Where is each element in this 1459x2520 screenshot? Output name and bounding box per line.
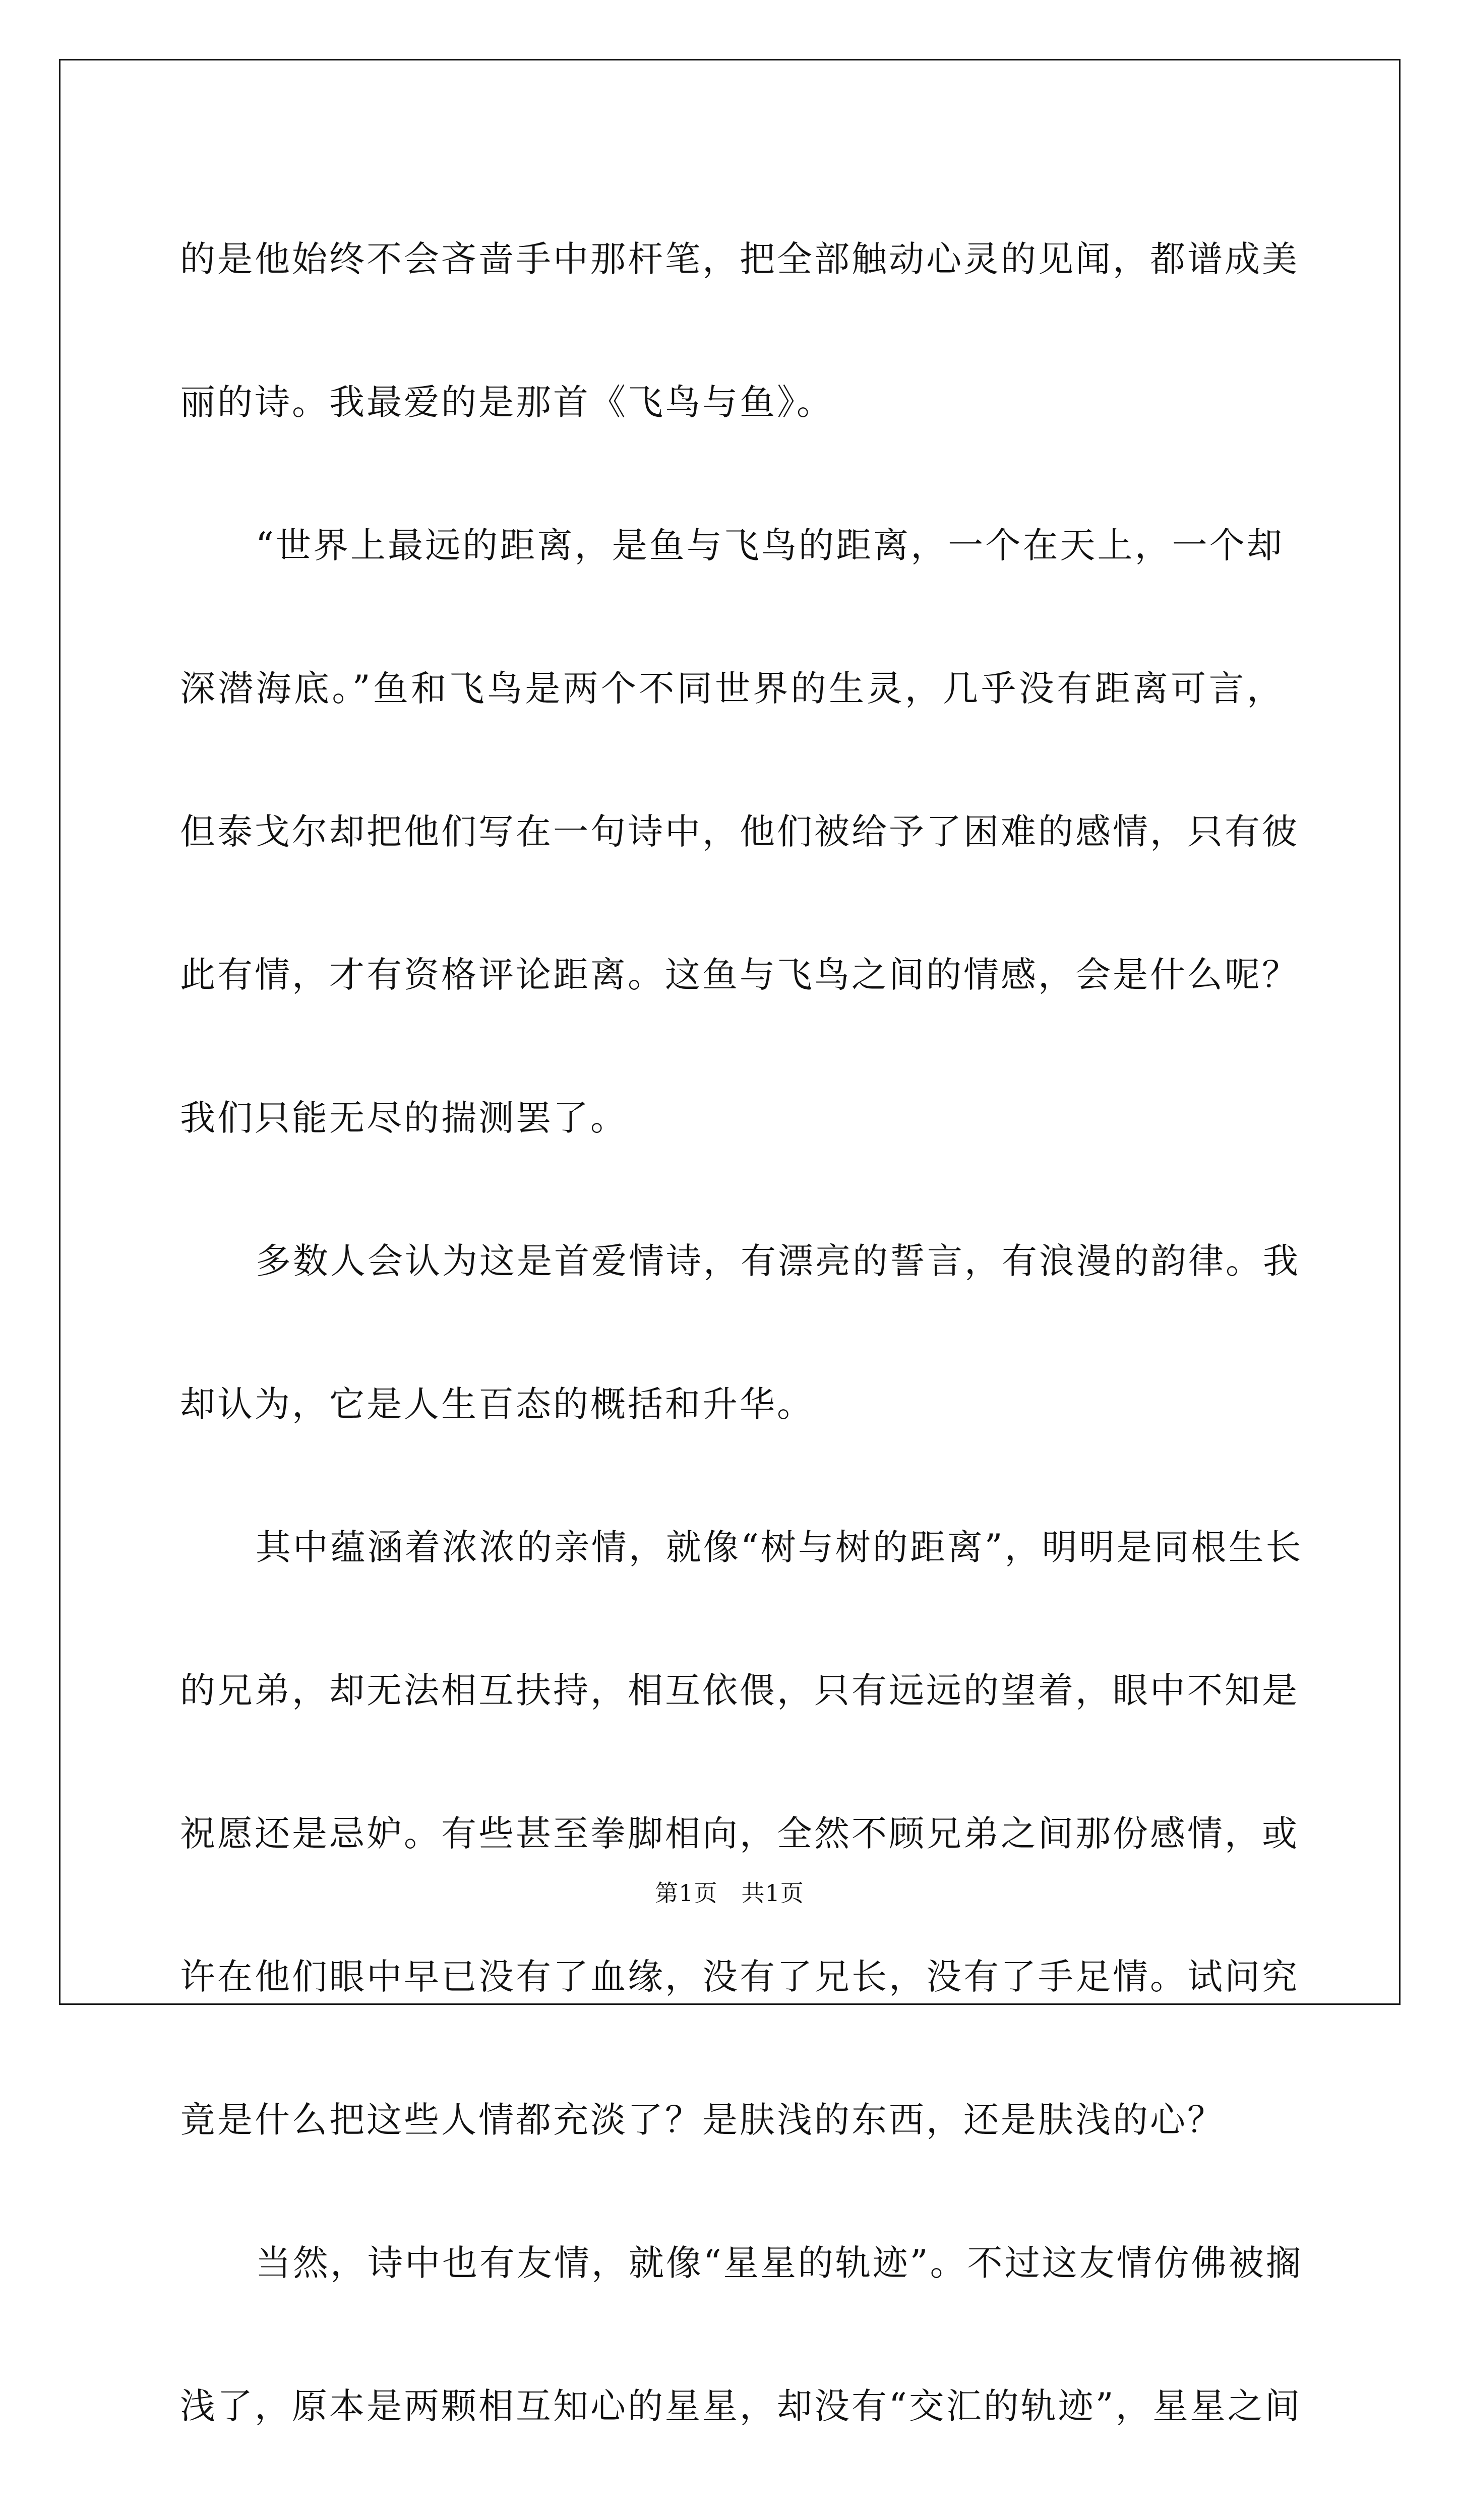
text-line: 许在他们眼中早已没有了血缘，没有了兄长，没有了手足情。试问究 [180,1956,1299,1997]
text-line: 我们只能无尽的揣测罢了。 [180,1097,628,1139]
page-total: 共1页 [741,1879,804,1907]
page-number: 第1页 [655,1879,718,1907]
document-body [180,187,1303,2520]
text-line: 丽的诗。我最爱的是那首《飞鸟与鱼》。 [180,382,834,423]
page-footer [0,1875,1459,1908]
text-line: 的兄弟，却无法相互扶持，相互依偎，只有远远的望着，眼中不知是 [180,1670,1299,1711]
text-line: 多数人会认为这是首爱情诗，有漂亮的誓言，有浪漫的韵律。我 [256,1240,1300,1282]
text-line: 祝愿还是忌妒。有些甚至拳脚相向，全然不顾兄弟之间那份感情，或 [180,1813,1299,1854]
text-line: 却认为，它是人生百态的概括和升华。 [180,1383,814,1425]
text-line [180,2478,1284,2520]
text-line: 的是他始终不会吝啬手中那杆笔，把全部触动心灵的见闻，都谱成美 [180,238,1299,280]
text-line: 当然，诗中也有友情，就像“星星的轨迹”。不过这友情仿佛被搁 [256,2242,1303,2284]
text-line: 其中蕴涵着浓浓的亲情，就像“树与树的距离”，明明是同根生长 [256,1527,1303,1568]
text-line: 浅了，原本是两颗相互知心的星星，却没有“交汇的轨迹”，星星之间 [180,2385,1302,2427]
text-line: 深潜海底。”鱼和飞鸟是两个不同世界的生灵，几乎没有距离可言， [180,668,1284,709]
text-line: 此有情，才有资格评论距离。这鱼与飞鸟之间的情感，会是什么呢？ [180,954,1299,995]
text-line: 但泰戈尔却把他们写在一句诗中，他们被给予了困难的感情，只有彼 [180,811,1299,852]
text-line: 竟是什么把这些人情都充淡了？是肤浅的东西，还是肤浅的心？ [180,2099,1225,2140]
text-line: “世界上最远的距离，是鱼与飞鸟的距离，一个在天上，一个却 [256,525,1284,566]
